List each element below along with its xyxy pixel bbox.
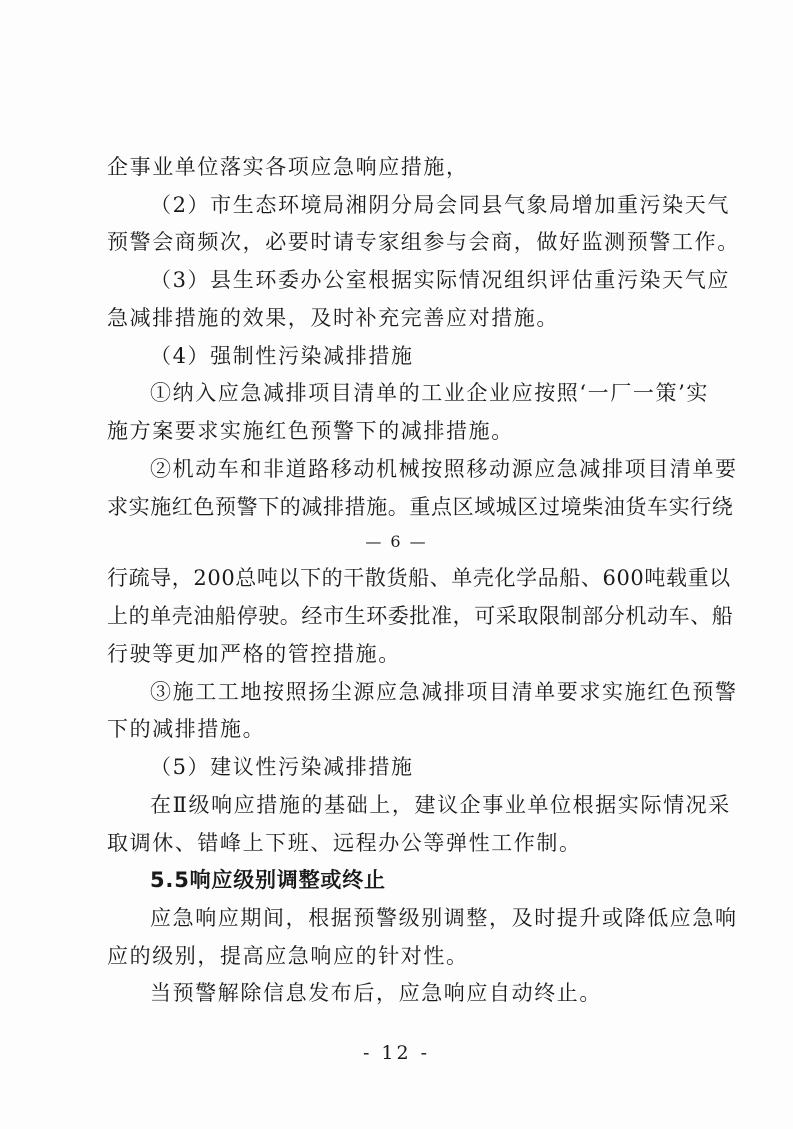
body-line: ②机动车和非道路移动机械按照移动源应急减排项目清单要 — [150, 457, 738, 481]
body-line: ③施工工地按照扬尘源应急减排项目清单要求实施红色预警 — [150, 680, 738, 704]
body-line: 预警会商频次，必要时请专家组参与会商，做好监测预警工作。 — [107, 230, 740, 254]
body-line: 取调休、错峰上下班、远程办公等弹性工作制。 — [107, 831, 582, 855]
section-heading: （5）建议性污染减排措施 — [150, 755, 414, 779]
body-line: 急减排措施的效果，及时补充完善应对措施。 — [107, 306, 559, 330]
body-line: 应急响应期间，根据预警级别调整，及时提升或降低应急响 — [150, 906, 738, 930]
inner-page-marker: — 6 — — [365, 532, 428, 551]
body-line: 企事业单位落实各项应急响应措施， — [107, 155, 469, 179]
body-line: （2）市生态环境局湘阴分局会同县气象局增加重污染天气 — [150, 193, 730, 217]
body-line: ①纳入应急减排项目清单的工业企业应按照‘一厂一策’实 — [150, 381, 709, 405]
body-line: 应的级别，提高应急响应的针对性。 — [107, 944, 469, 968]
section-heading: （4）强制性污染减排措施 — [150, 344, 414, 368]
page-number: - 12 - — [362, 1042, 431, 1064]
body-line: 求实施红色预警下的减排措施。重点区域城区过境柴油货车实行绕 — [107, 495, 734, 519]
body-line: （3）县生环委办公室根据实际情况组织评估重污染天气应 — [150, 268, 730, 292]
body-line: 当预警解除信息发布后，应急响应自动终止。 — [150, 981, 602, 1005]
body-line: 施方案要求实施红色预警下的减排措施。 — [107, 419, 514, 443]
body-line: 下的减排措施。 — [107, 717, 266, 741]
body-line: 在Ⅱ级响应措施的基础上，建议企事业单位根据实际情况采 — [150, 793, 731, 817]
subsection-heading: 5.5响应级别调整或终止 — [150, 868, 386, 892]
body-line: 行驶等更加严格的管控措施。 — [107, 642, 401, 666]
body-line: 行疏导，200总吨以下的干散货船、单壳化学品船、600吨载重以 — [107, 566, 731, 590]
body-line: 上的单壳油船停驶。经市生环委批准，可采取限制部分机动车、船 — [107, 604, 734, 628]
